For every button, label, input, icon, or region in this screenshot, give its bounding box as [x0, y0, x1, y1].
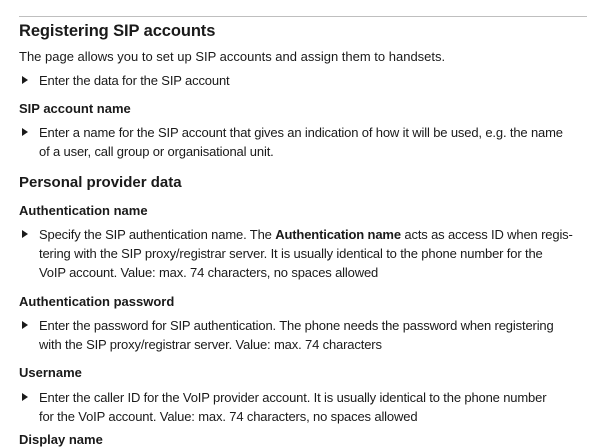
heading-sip-account-name: SIP account name [19, 101, 131, 116]
top-divider [19, 16, 587, 17]
bullet-line: for the VoIP account. Value: max. 74 characters, no spaces allowed [39, 409, 418, 424]
bullet-line: of a user, call group or organisational unit. [39, 144, 274, 159]
heading-personal-provider-data: Personal provider data [19, 174, 182, 191]
heading-username: Username [19, 365, 82, 380]
section-title: Registering SIP accounts [19, 22, 216, 40]
section-intro: The page allows you to set up SIP accounts and assign them to handsets. [19, 49, 446, 64]
bullet-line: tering with the SIP proxy/registrar server. It is usually identical to the phone number for the [39, 246, 543, 261]
bullet-triangle-icon [22, 76, 28, 84]
heading-authentication-name: Authentication name [19, 203, 148, 218]
heading-authentication-password: Authentication password [19, 294, 175, 309]
bullet-line: Enter the password for SIP authentication. The phone needs the password when registering [39, 318, 554, 333]
bullet-triangle-icon [22, 393, 28, 401]
bullet-line: Specify the SIP authentication name. The Authentication name acts as access ID when regis- [39, 227, 573, 242]
bullet-line: VoIP account. Value: max. 74 characters, no spaces allowed [39, 265, 379, 280]
bullet-triangle-icon [22, 321, 28, 329]
bullet-text: Enter the data for the SIP account [39, 73, 230, 88]
bullet-triangle-icon [22, 230, 28, 238]
bullet-triangle-icon [22, 128, 28, 136]
bullet-line: Enter a name for the SIP account that gives an indication of how it will be used, e.g. the name [39, 125, 563, 140]
bullet-line: Enter the caller ID for the VoIP provider account. It is usually identical to the phone number [39, 390, 547, 405]
inline-bold-term: Authentication name [275, 227, 401, 242]
bullet-line: with the SIP proxy/registrar server. Value: max. 74 characters [39, 337, 382, 352]
heading-display-name-partial: Display name [19, 432, 103, 447]
